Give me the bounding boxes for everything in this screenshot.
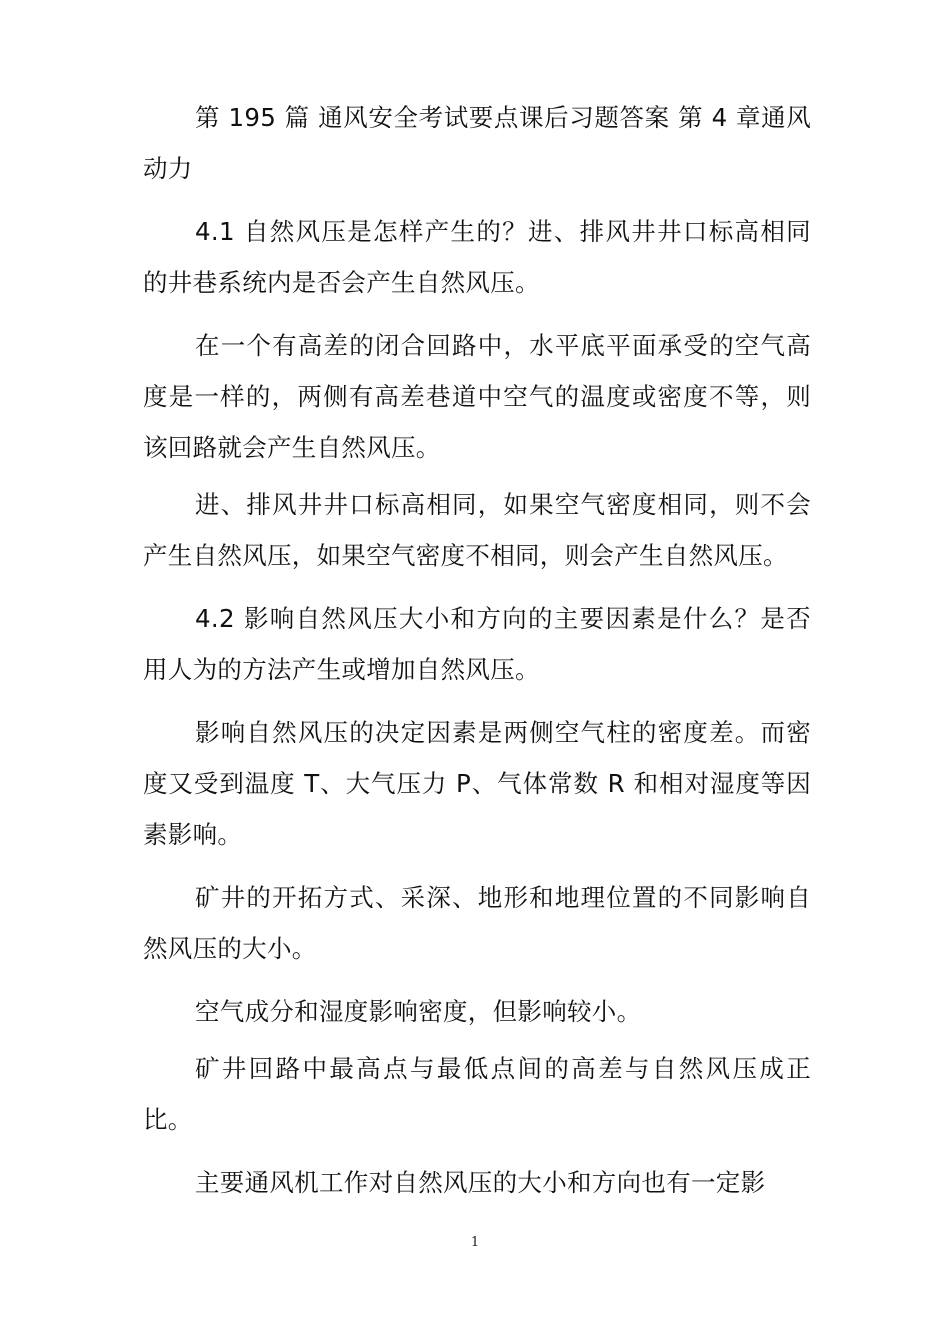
question-4-2: 4.2 影响自然风压大小和方向的主要因素是什么？是否用人为的方法产生或增加自然风压。 [143,604,811,684]
answer-paragraph: 矿井的开拓方式、采深、地形和地理位置的不同影响自然风压的大小。 [143,883,811,963]
document-body [143,92,811,1208]
answer-paragraph: 在一个有高差的闭合回路中，水平底平面承受的空气高度是一样的，两侧有高差巷道中空气的温度或密度不等，则该回路就会产生自然风压。 [143,331,811,462]
answer-paragraph: 主要通风机工作对自然风压的大小和方向也有一定影 [195,1168,766,1197]
answer-paragraph: 矿井回路中最高点与最低点间的高差与自然风压成正比。 [143,1054,811,1134]
answer-paragraph: 影响自然风压的决定因素是两侧空气柱的密度差。而密度又受到温度 T、大气压力 P、气体常数 R 和相对湿度等因素影响。 [143,718,811,849]
answer-paragraph: 空气成分和湿度影响密度，但影响较小。 [195,997,642,1026]
answer-paragraph: 进、排风井井口标高相同，如果空气密度相同，则不会产生自然风压，如果空气密度不相同，则会产生自然风压。 [143,490,811,570]
page-number: 1 [470,1235,480,1250]
document-title: 第 195 篇 通风安全考试要点课后习题答案 第 4 章通风动力 [143,103,811,183]
question-4-1: 4.1 自然风压是怎样产生的？进、排风井井口标高相同的井巷系统内是否会产生自然风压。 [143,217,811,297]
